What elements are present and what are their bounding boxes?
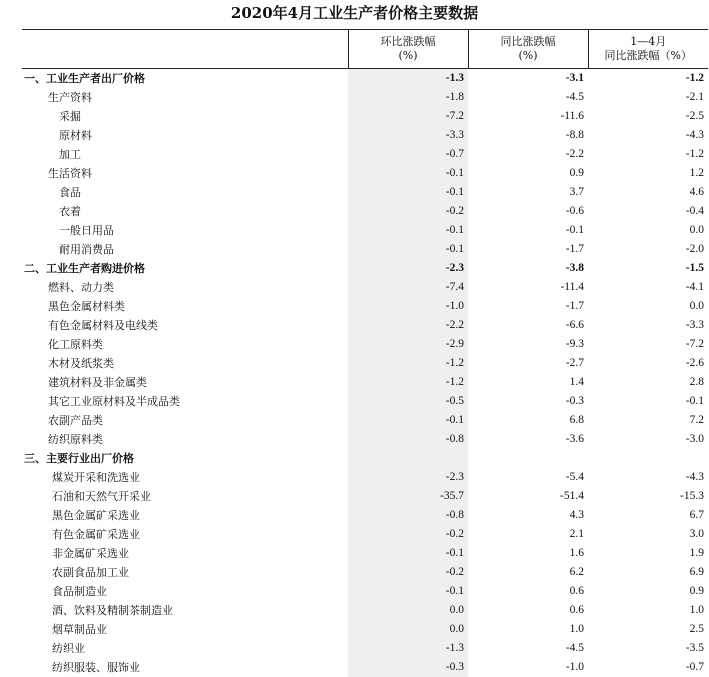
table-row [22,430,708,449]
mom-value: -1.3 [348,69,468,89]
row-label: 有色金属材料及电线类 [22,316,348,335]
mom-value: -1.8 [348,88,468,107]
yoy-value: -3.8 [468,259,588,278]
yoy-value: 1.4 [468,373,588,392]
mom-value: -0.1 [348,582,468,601]
yoy-value: 6.8 [468,411,588,430]
mom-value: -7.4 [348,278,468,297]
table-row [22,278,708,297]
ytd-value: 0.0 [588,297,708,316]
mom-value: -0.2 [348,563,468,582]
yoy-value: -2.2 [468,145,588,164]
table-row [22,392,708,411]
ytd-value: -2.1 [588,88,708,107]
table-row [22,297,708,316]
table-row [22,145,708,164]
yoy-value: 1.0 [468,620,588,639]
table-row [22,506,708,525]
header-yoy-line2: (%) [469,49,588,63]
row-label: 农副食品加工业 [22,563,348,582]
row-label: 化工原料类 [22,335,348,354]
ytd-value: 1.9 [588,544,708,563]
row-label: 煤炭开采和洗选业 [22,468,348,487]
ytd-value: -0.4 [588,202,708,221]
table-row [22,126,708,145]
row-label: 一般日用品 [22,221,348,240]
mom-value: -2.2 [348,316,468,335]
ytd-value: 3.0 [588,525,708,544]
header-ytd-line2: 同比涨跌幅（%） [589,49,709,63]
yoy-value: -51.4 [468,487,588,506]
header-yoy-line1: 同比涨跌幅 [469,35,588,49]
row-label: 木材及纸浆类 [22,354,348,373]
row-label: 纺织原料类 [22,430,348,449]
row-label: 农副产品类 [22,411,348,430]
mom-value [348,449,468,468]
ytd-value: -0.7 [588,658,708,677]
header-yoy [468,30,588,69]
ytd-value: -7.2 [588,335,708,354]
row-label: 耐用消费品 [22,240,348,259]
ytd-value: -1.2 [588,145,708,164]
row-label: 黑色金属材料类 [22,297,348,316]
table-row [22,582,708,601]
row-label: 采掘 [22,107,348,126]
mom-value: -1.0 [348,297,468,316]
row-label: 有色金属矿采选业 [22,525,348,544]
yoy-value: -8.8 [468,126,588,145]
mom-value: -0.5 [348,392,468,411]
row-label: 三、主要行业出厂价格 [22,449,348,468]
row-label: 烟草制品业 [22,620,348,639]
ytd-value: 0.0 [588,221,708,240]
yoy-value: -3.6 [468,430,588,449]
table-row [22,354,708,373]
table-header-row [22,30,708,69]
mom-value: -0.8 [348,506,468,525]
table-row [22,335,708,354]
mom-value: -1.2 [348,354,468,373]
yoy-value: -11.6 [468,107,588,126]
yoy-value: 3.7 [468,183,588,202]
header-mom [348,30,468,69]
ytd-value: -1.5 [588,259,708,278]
mom-value: -0.2 [348,202,468,221]
mom-value: -0.3 [348,658,468,677]
table-row [22,411,708,430]
header-mom-line2: (%) [349,49,468,63]
header-ytd [588,30,708,69]
mom-value: -0.1 [348,164,468,183]
yoy-value: 0.6 [468,601,588,620]
yoy-value: 4.3 [468,506,588,525]
table-row [22,658,708,677]
table-row [22,601,708,620]
mom-value: 0.0 [348,620,468,639]
mom-value: -35.7 [348,487,468,506]
ytd-value: 0.9 [588,582,708,601]
yoy-value: -0.3 [468,392,588,411]
page-title: 2020年4月工业生产者价格主要数据 [0,0,709,26]
row-label: 生活资料 [22,164,348,183]
ytd-value: 4.6 [588,183,708,202]
yoy-value: -0.1 [468,221,588,240]
row-label: 黑色金属矿采选业 [22,506,348,525]
row-label: 食品 [22,183,348,202]
row-label: 纺织服装、服饰业 [22,658,348,677]
ytd-value: -4.3 [588,468,708,487]
ppi-data-table [22,29,708,677]
row-label: 二、工业生产者购进价格 [22,259,348,278]
mom-value: -0.2 [348,525,468,544]
table-row [22,620,708,639]
ytd-value: 6.9 [588,563,708,582]
yoy-value: -6.6 [468,316,588,335]
mom-value: -0.1 [348,544,468,563]
ytd-value: -4.3 [588,126,708,145]
ytd-value: -2.5 [588,107,708,126]
mom-value: -1.2 [348,373,468,392]
table-row [22,525,708,544]
row-label: 其它工业原材料及半成品类 [22,392,348,411]
ytd-value: -3.3 [588,316,708,335]
table-row [22,639,708,658]
row-label: 衣着 [22,202,348,221]
header-ytd-line1: 1—4月 [589,35,709,49]
row-label: 建筑材料及非金属类 [22,373,348,392]
ytd-value: 7.2 [588,411,708,430]
yoy-value: -1.7 [468,297,588,316]
yoy-value: 6.2 [468,563,588,582]
mom-value: -0.1 [348,240,468,259]
yoy-value: -4.5 [468,639,588,658]
table-row [22,563,708,582]
ytd-value: -2.6 [588,354,708,373]
mom-value: -0.8 [348,430,468,449]
ytd-value: -15.3 [588,487,708,506]
ytd-value: -2.0 [588,240,708,259]
mom-value: -1.3 [348,639,468,658]
yoy-value: -11.4 [468,278,588,297]
table-row [22,468,708,487]
yoy-value: -1.0 [468,658,588,677]
yoy-value: -9.3 [468,335,588,354]
ytd-value [588,449,708,468]
yoy-value: -1.7 [468,240,588,259]
table-row [22,164,708,183]
table-row [22,487,708,506]
row-label: 燃料、动力类 [22,278,348,297]
row-label: 酒、饮料及精制茶制造业 [22,601,348,620]
table-row [22,373,708,392]
row-label: 原材料 [22,126,348,145]
row-label: 生产资料 [22,88,348,107]
yoy-value: 0.6 [468,582,588,601]
mom-value: -2.9 [348,335,468,354]
yoy-value: 2.1 [468,525,588,544]
mom-value: -0.7 [348,145,468,164]
table-row [22,69,708,89]
header-item [22,30,348,69]
yoy-value: -0.6 [468,202,588,221]
table-row [22,316,708,335]
table-row [22,88,708,107]
mom-value: 0.0 [348,601,468,620]
ytd-value: 1.2 [588,164,708,183]
ytd-value: 1.0 [588,601,708,620]
row-label: 食品制造业 [22,582,348,601]
yoy-value: 0.9 [468,164,588,183]
header-mom-line1: 环比涨跌幅 [349,35,468,49]
ytd-value: -3.0 [588,430,708,449]
table-body [22,69,708,677]
ytd-value: -0.1 [588,392,708,411]
mom-value: -7.2 [348,107,468,126]
row-label: 非金属矿采选业 [22,544,348,563]
table-row [22,449,708,468]
yoy-value: 1.6 [468,544,588,563]
row-label: 石油和天然气开采业 [22,487,348,506]
table-row [22,221,708,240]
ytd-value: -4.1 [588,278,708,297]
table-row [22,202,708,221]
mom-value: -3.3 [348,126,468,145]
ytd-value: 2.8 [588,373,708,392]
mom-value: -0.1 [348,183,468,202]
yoy-value: -2.7 [468,354,588,373]
yoy-value [468,449,588,468]
mom-value: -0.1 [348,221,468,240]
mom-value: -0.1 [348,411,468,430]
table-row [22,107,708,126]
mom-value: -2.3 [348,259,468,278]
ytd-value: -1.2 [588,69,708,89]
yoy-value: -3.1 [468,69,588,89]
row-label: 加工 [22,145,348,164]
mom-value: -2.3 [348,468,468,487]
yoy-value: -5.4 [468,468,588,487]
table-row [22,259,708,278]
table-row [22,183,708,202]
table-row [22,240,708,259]
yoy-value: -4.5 [468,88,588,107]
table-row [22,544,708,563]
ytd-value: -3.5 [588,639,708,658]
row-label: 一、工业生产者出厂价格 [22,69,348,89]
ytd-value: 2.5 [588,620,708,639]
ytd-value: 6.7 [588,506,708,525]
row-label: 纺织业 [22,639,348,658]
